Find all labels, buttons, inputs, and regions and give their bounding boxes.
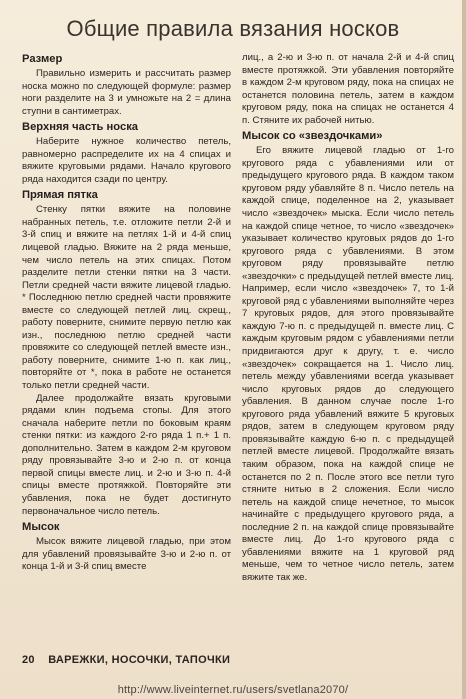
- section-heading-toe: Мысок: [22, 521, 60, 534]
- section-heading-heel: Прямая пятка: [22, 189, 98, 202]
- section-heading-top: Верхняя часть носка: [22, 121, 139, 134]
- footer-section-title: ВАРЕЖКИ, НОСОЧКИ, ТАПОЧКИ: [48, 654, 231, 666]
- page-edge: [462, 0, 466, 699]
- star-toe-paragraph: Его вяжите лицевой гладью от 1-го кругового ряда с убавлениями или от предыдущего кругового ряда. В каждом таком круговом ряду убавляйте 8 п. Число петель на каждой спице, поделенное на 2, указывает число «звездочек» мыска. Если число петель на каждой спице четное, то число «звездочек» указывает количество круговых рядов до 1-го кругового ряда с убавлениями. В этом круговом ряду провязывайте петлю «звездочки» с предыдущей петлей вместе лиц. Например, если число «звездочек» 7, то 1-й круговой ряд с убавлениями выполняйте через 7 круговых рядов, для этого провязывайте каждую 7-ю п. с предыдущей п. вместе лиц. С каждым круговым рядом с убавлениями петли придвигаются друг к другу, т. е. число «звездочек» сокращается на 1. Число лиц. петель между убавлениями всегда указывает число круговых рядов до следующего убавления. В данном случае после 1-го кругового ряда убавлений вяжите 5 круговых рядов, затем в следующем круговом ряду провязывайте каждую 6-ю п. с предыдущей петлей вместе лицевой. Продолжайте вязать таким образом, пока на каждой спице не останется по 2 п. После этого все петли туго стяните нитью в 2 сложения. Если число петель на каждой спице нечетное, то мысок начинайте с предыдущего кругового ряда, а последние 2 п. на каждой спице провязывайте вместе лиц. До 1-го кругового ряда с убавлениями вяжите на 1 круговой ряд меньше, чем то четное число петель, затем вяжите так же.: [242, 145, 454, 583]
- heel-paragraph-2: Далее продолжайте вязать круговыми рядами клин подъема стопы. Для этого сначала наберите петли по боковым краям стенки пятки: из каждого 2-го ряда 1 п.+ 1 п. дополнительно. Затем в каждом 2-м круговом ряду провязывайте 3-ю и 2-ю п. от конца первой спицы вместе лиц. и 2-ю и 3-ю п. 4-й спицы вместе протяжкой. Повторяйте эти убавления, пока не будет достигнуто первоначальное число петель.: [22, 392, 231, 517]
- right-column: [242, 52, 454, 584]
- size-paragraph: Правильно измерить и рассчитать размер носка можно по следующей формуле: размер ноги разделите на 3 и умножьте на 2 = длина ступни в сантиметрах.: [22, 68, 231, 117]
- page-number: 20: [22, 654, 35, 666]
- toe-paragraph: Мысок вяжите лицевой гладью, при этом для убавлений провязывайте 3-ю и 2-ю п. от конца 1-й и 3-й спиц вместе: [22, 536, 231, 573]
- left-column: [22, 50, 231, 574]
- top-paragraph: Наберите нужное количество петель, равномерно распределите их на 4 спицах и вяжите круговыми рядами. Начало кругового ряда находится сзади по центру.: [22, 136, 231, 185]
- toe-continued-paragraph: лиц., а 2-ю и 3-ю п. от начала 2-й и 4-й спиц вместе протяжкой. Эти убавления повторяйте в каждом 2-м круговом ряду, пока на спицах не останется половина петель, затем в каждом круговом ряду, пока на спицах не останется 4 п. Стяните их рабочей нитью.: [242, 52, 454, 126]
- page-title: Общие правила вязания носков: [66, 16, 400, 41]
- watermark-url: http://www.liveinternet.ru/users/svetlana2070/: [117, 684, 349, 696]
- page-footer: [22, 654, 452, 666]
- section-heading-star-toe: Мысок со «звездочками»: [242, 130, 383, 143]
- section-heading-size: Размер: [22, 53, 63, 65]
- heel-paragraph-1: Стенку пятки вяжите на половине набранных петель, т.е. отложите петли 2-й и 3-й спиц и вяжите на петлях 1-й и 4-й спиц лицевой гладью. Вяжите на 2 ряда меньше, чем число петель на этих спицах. Потом разделите петли стенки пятки на 3 части. Петли средней части вяжите лицевой гладью. * Последнюю петлю средней части провяжите вместе со следующей петлей лиц. скрещ., работу поверните, снимите первую петлю как изн., последнюю петлю средней части провяжите со следующей петлей вместе изн., работу поверните, снимите 1-ю п. как лиц., повторяйте от *, пока в работе не останется только петли средней части.: [22, 204, 231, 392]
